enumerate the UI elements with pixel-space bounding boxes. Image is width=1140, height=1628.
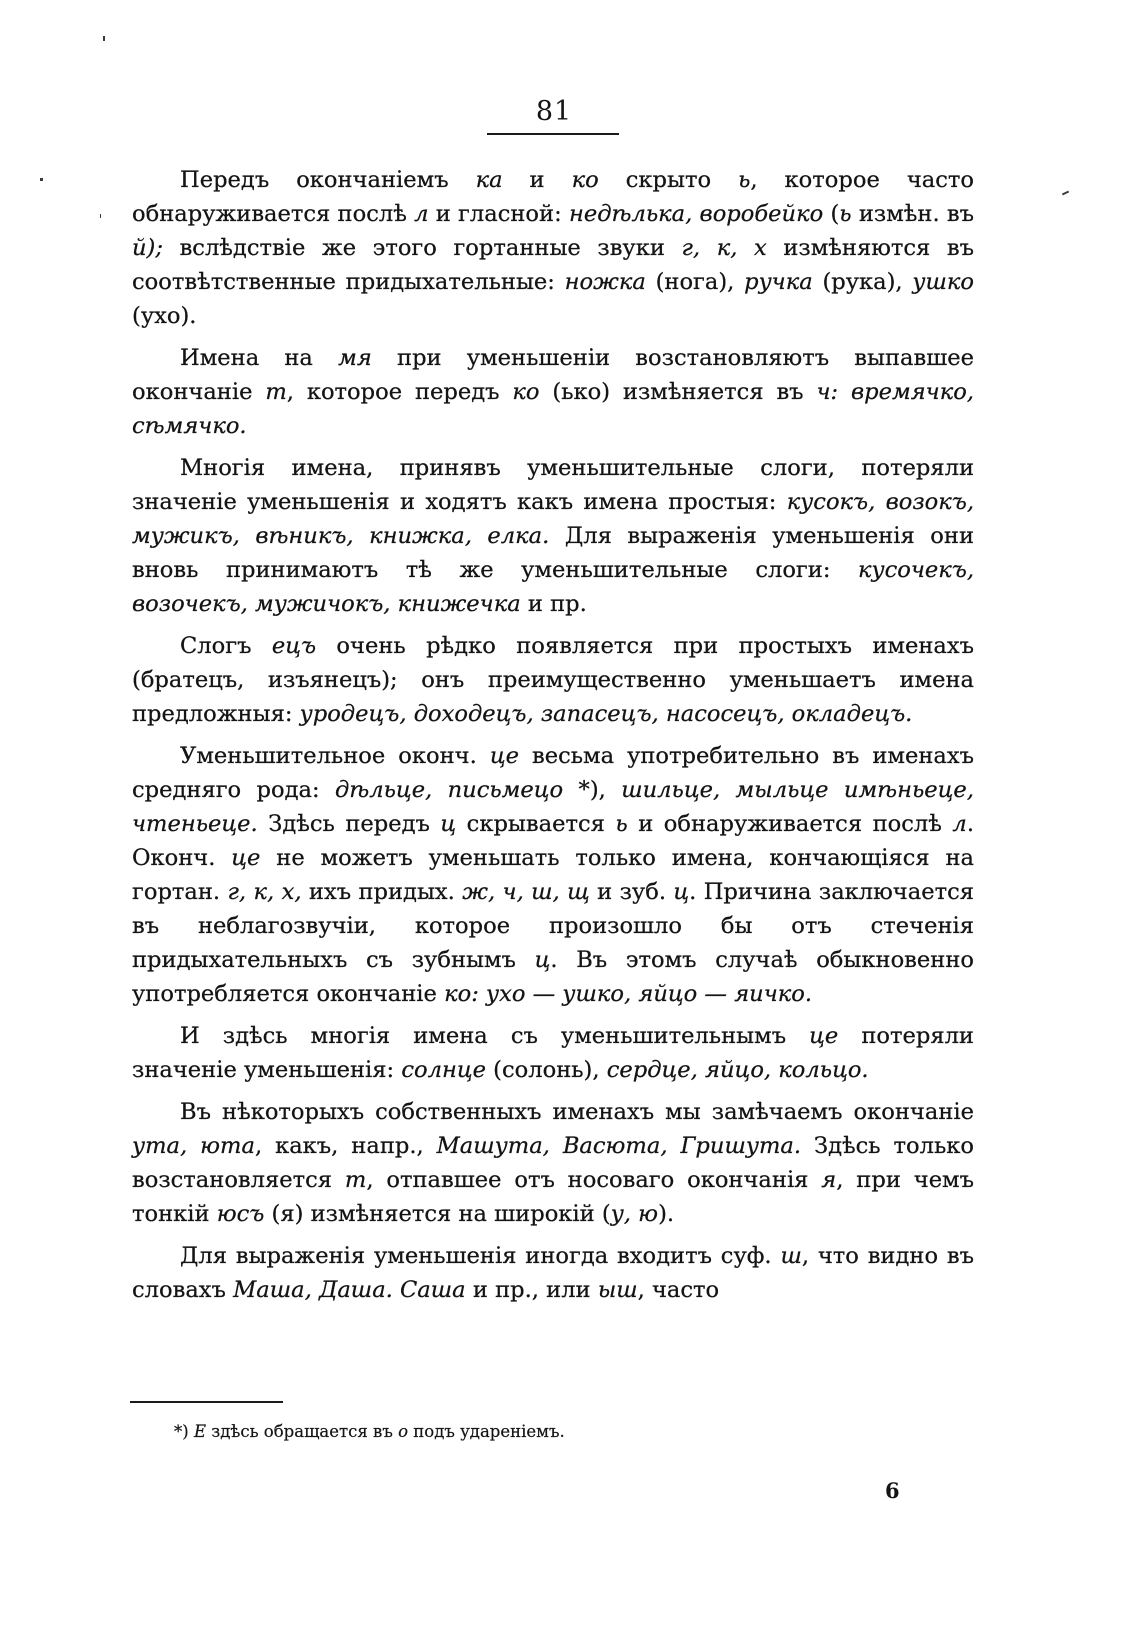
italic-segment: ь <box>839 201 852 227</box>
body-paragraph <box>132 451 974 621</box>
text-segment: ). <box>658 1201 675 1227</box>
body-paragraph <box>132 739 974 1011</box>
footnote-letter: Е <box>193 1422 206 1441</box>
footnote-rule <box>130 1401 283 1403</box>
text-segment: . Оконч. <box>132 811 974 871</box>
text-segment: измѣняются въ соотвѣтственные придыхательные: <box>132 235 974 295</box>
italic-segment: ь <box>738 167 751 193</box>
italic-segment: кусокъ, возокъ, мужикъ, вѣникъ, книжка, елка. <box>132 489 974 549</box>
text-segment: и гласной: <box>428 201 569 227</box>
text-segment: Передъ окончаніемъ <box>180 167 476 193</box>
body-paragraph <box>132 163 974 333</box>
footnote-letter-o: о <box>398 1422 409 1441</box>
italic-segment: шильце, мыльце имѣньеце, чтеньеце. <box>132 777 974 837</box>
italic-segment: ко <box>512 379 540 405</box>
italic-segment: г, к, х <box>681 235 767 261</box>
footnote-marker: *) <box>174 1422 189 1441</box>
text-segment: . Причина заключается въ неблагозвучіи, которое произошло бы отъ стеченія придыхательныхъ съ зубнымъ <box>132 879 974 973</box>
text-segment: измѣн. въ <box>851 201 974 227</box>
text-segment: , которое передъ <box>286 379 513 405</box>
italic-segment: ч: времячко, сѣмячко. <box>132 379 974 439</box>
text-segment: . Въ этомъ случаѣ обыкновенно употребляется окончаніе <box>132 947 974 1007</box>
text-segment: Здѣсь только возстановляется <box>132 1133 974 1193</box>
text-segment: Здѣсь передъ <box>257 811 441 837</box>
text-segment: (солонь), <box>485 1057 607 1083</box>
text-segment: не можетъ уменьшать только имена, кончающіяся на гортан. <box>132 845 974 905</box>
italic-segment: це <box>231 845 261 871</box>
text-segment: и обнаруживается послѣ <box>627 811 953 837</box>
footnote <box>174 1422 565 1441</box>
text-segment: и пр., или <box>465 1277 598 1303</box>
text-segment: Для выраженія уменьшенія иногда входитъ суф. <box>180 1243 781 1269</box>
print-speck <box>40 178 43 181</box>
text-segment: Для выраженія уменьшенія они вновь принимаютъ тѣ же уменьшительные слоги: <box>132 523 975 583</box>
italic-segment: ко <box>571 167 599 193</box>
text-segment: скрывается <box>456 811 616 837</box>
italic-segment: л <box>952 811 967 837</box>
italic-segment: ц <box>440 811 457 837</box>
italic-segment: ш <box>780 1243 802 1269</box>
text-segment: потеряли значеніе уменьшенія: <box>132 1023 974 1083</box>
italic-segment: ецъ <box>271 633 317 659</box>
text-segment: И здѣсь многія имена съ уменьшительнымъ <box>180 1023 810 1049</box>
text-segment: (ухо). <box>132 303 197 329</box>
page-number: 81 <box>535 96 573 127</box>
italic-segment: ж, ч, ш, щ <box>462 879 590 905</box>
text-segment: Уменьшительное оконч. <box>180 743 490 769</box>
italic-segment: уродецъ, доходецъ, запасецъ, насосецъ, окладецъ. <box>299 701 913 727</box>
text-segment: , часто <box>637 1277 720 1303</box>
body-paragraph <box>132 629 974 731</box>
header-rule <box>487 133 619 135</box>
italic-segment: ыш <box>597 1277 638 1303</box>
body-paragraph <box>132 1239 974 1307</box>
print-speck <box>103 36 105 41</box>
italic-segment: це <box>809 1023 839 1049</box>
italic-segment: т <box>344 1167 367 1193</box>
text-segment: *), <box>563 777 622 803</box>
text-segment: и пр. <box>520 591 587 617</box>
text-segment: ( <box>823 201 840 227</box>
signature-mark: 6 <box>885 1478 900 1503</box>
italic-segment: ц <box>673 879 690 905</box>
text-segment: (нога), <box>645 269 745 295</box>
text-segment: , отпавшее отъ носоваго окончанія <box>366 1167 822 1193</box>
italic-segment: юсъ <box>216 1201 265 1227</box>
italic-segment: солнце <box>401 1057 486 1083</box>
body-paragraph <box>132 1095 974 1231</box>
italic-segment: я <box>821 1167 837 1193</box>
body-paragraph <box>132 1019 974 1087</box>
footnote-text-before: здѣсь обращается въ <box>205 1422 399 1441</box>
italic-segment: кусочекъ, возочекъ, мужичокъ, книжечка <box>132 557 974 617</box>
italic-segment: Машута, Васюта, Гришута. <box>436 1133 802 1159</box>
italic-segment: дѣльце, письмецо <box>334 777 564 803</box>
italic-segment: недѣлька, воробейко <box>568 201 824 227</box>
footnote-text-after: подъ удареніемъ. <box>408 1422 565 1441</box>
italic-segment: ута, юта <box>132 1133 255 1159</box>
text-segment: Имена на <box>180 345 339 371</box>
text-segment: (я) измѣняется на широкій ( <box>264 1201 611 1227</box>
italic-segment: мя <box>338 345 372 371</box>
italic-segment: ц <box>534 947 551 973</box>
text-segment: , что видно въ словахъ <box>132 1243 974 1303</box>
italic-segment: ко: ухо — ушко, яйцо — яичко. <box>444 981 813 1007</box>
text-segment: скрыто <box>598 167 739 193</box>
italic-segment: т <box>265 379 287 405</box>
text-segment: , при чемъ тонкій <box>132 1167 975 1227</box>
body-paragraph <box>132 341 974 443</box>
text-segment: при уменьшеніи возстановляютъ выпавшее окончаніе <box>132 345 974 405</box>
print-speck <box>100 214 101 218</box>
text-segment: (ько) измѣняется въ <box>539 379 817 405</box>
italic-segment: це <box>489 743 519 769</box>
body-text <box>132 163 974 1307</box>
text-segment: и <box>502 167 572 193</box>
italic-segment: ка <box>475 167 503 193</box>
italic-segment: Маша, Даша. Саша <box>233 1277 466 1303</box>
italic-segment: у, ю <box>610 1201 659 1227</box>
italic-segment: л <box>414 201 429 227</box>
italic-segment: г, к, х, <box>227 879 302 905</box>
italic-segment: сердце, яйцо, кольцо. <box>606 1057 869 1083</box>
text-segment: ихъ придых. <box>301 879 463 905</box>
italic-segment: й); <box>132 235 163 261</box>
text-segment: очень рѣдко появляется при простыхъ именахъ (братецъ, изъянецъ); онъ преимущественно уменьшаетъ имена предложныя: <box>132 633 974 727</box>
italic-segment: ручка <box>744 269 813 295</box>
italic-segment: ь <box>615 811 628 837</box>
text-segment: Слогъ <box>180 633 272 659</box>
text-segment: (рука), <box>812 269 913 295</box>
text-segment: , какъ, напр., <box>254 1133 437 1159</box>
text-segment: вслѣдствіе же этого гортанные звуки <box>162 235 682 261</box>
italic-segment: ножка <box>564 269 646 295</box>
text-segment: и зуб. <box>589 879 674 905</box>
print-speck <box>1062 191 1069 196</box>
text-segment: весьма употребительно въ именахъ средняго рода: <box>132 743 975 803</box>
text-segment: , которое часто обнаруживается послѣ <box>132 167 974 227</box>
italic-segment: ушко <box>912 269 974 295</box>
text-segment: Въ нѣкоторыхъ собственныхъ именахъ мы замѣчаемъ окончаніе <box>180 1099 974 1125</box>
text-segment: Многія имена, принявъ уменьшительные слоги, потеряли значеніе уменьшенія и ходятъ какъ имена простыя: <box>132 455 974 515</box>
